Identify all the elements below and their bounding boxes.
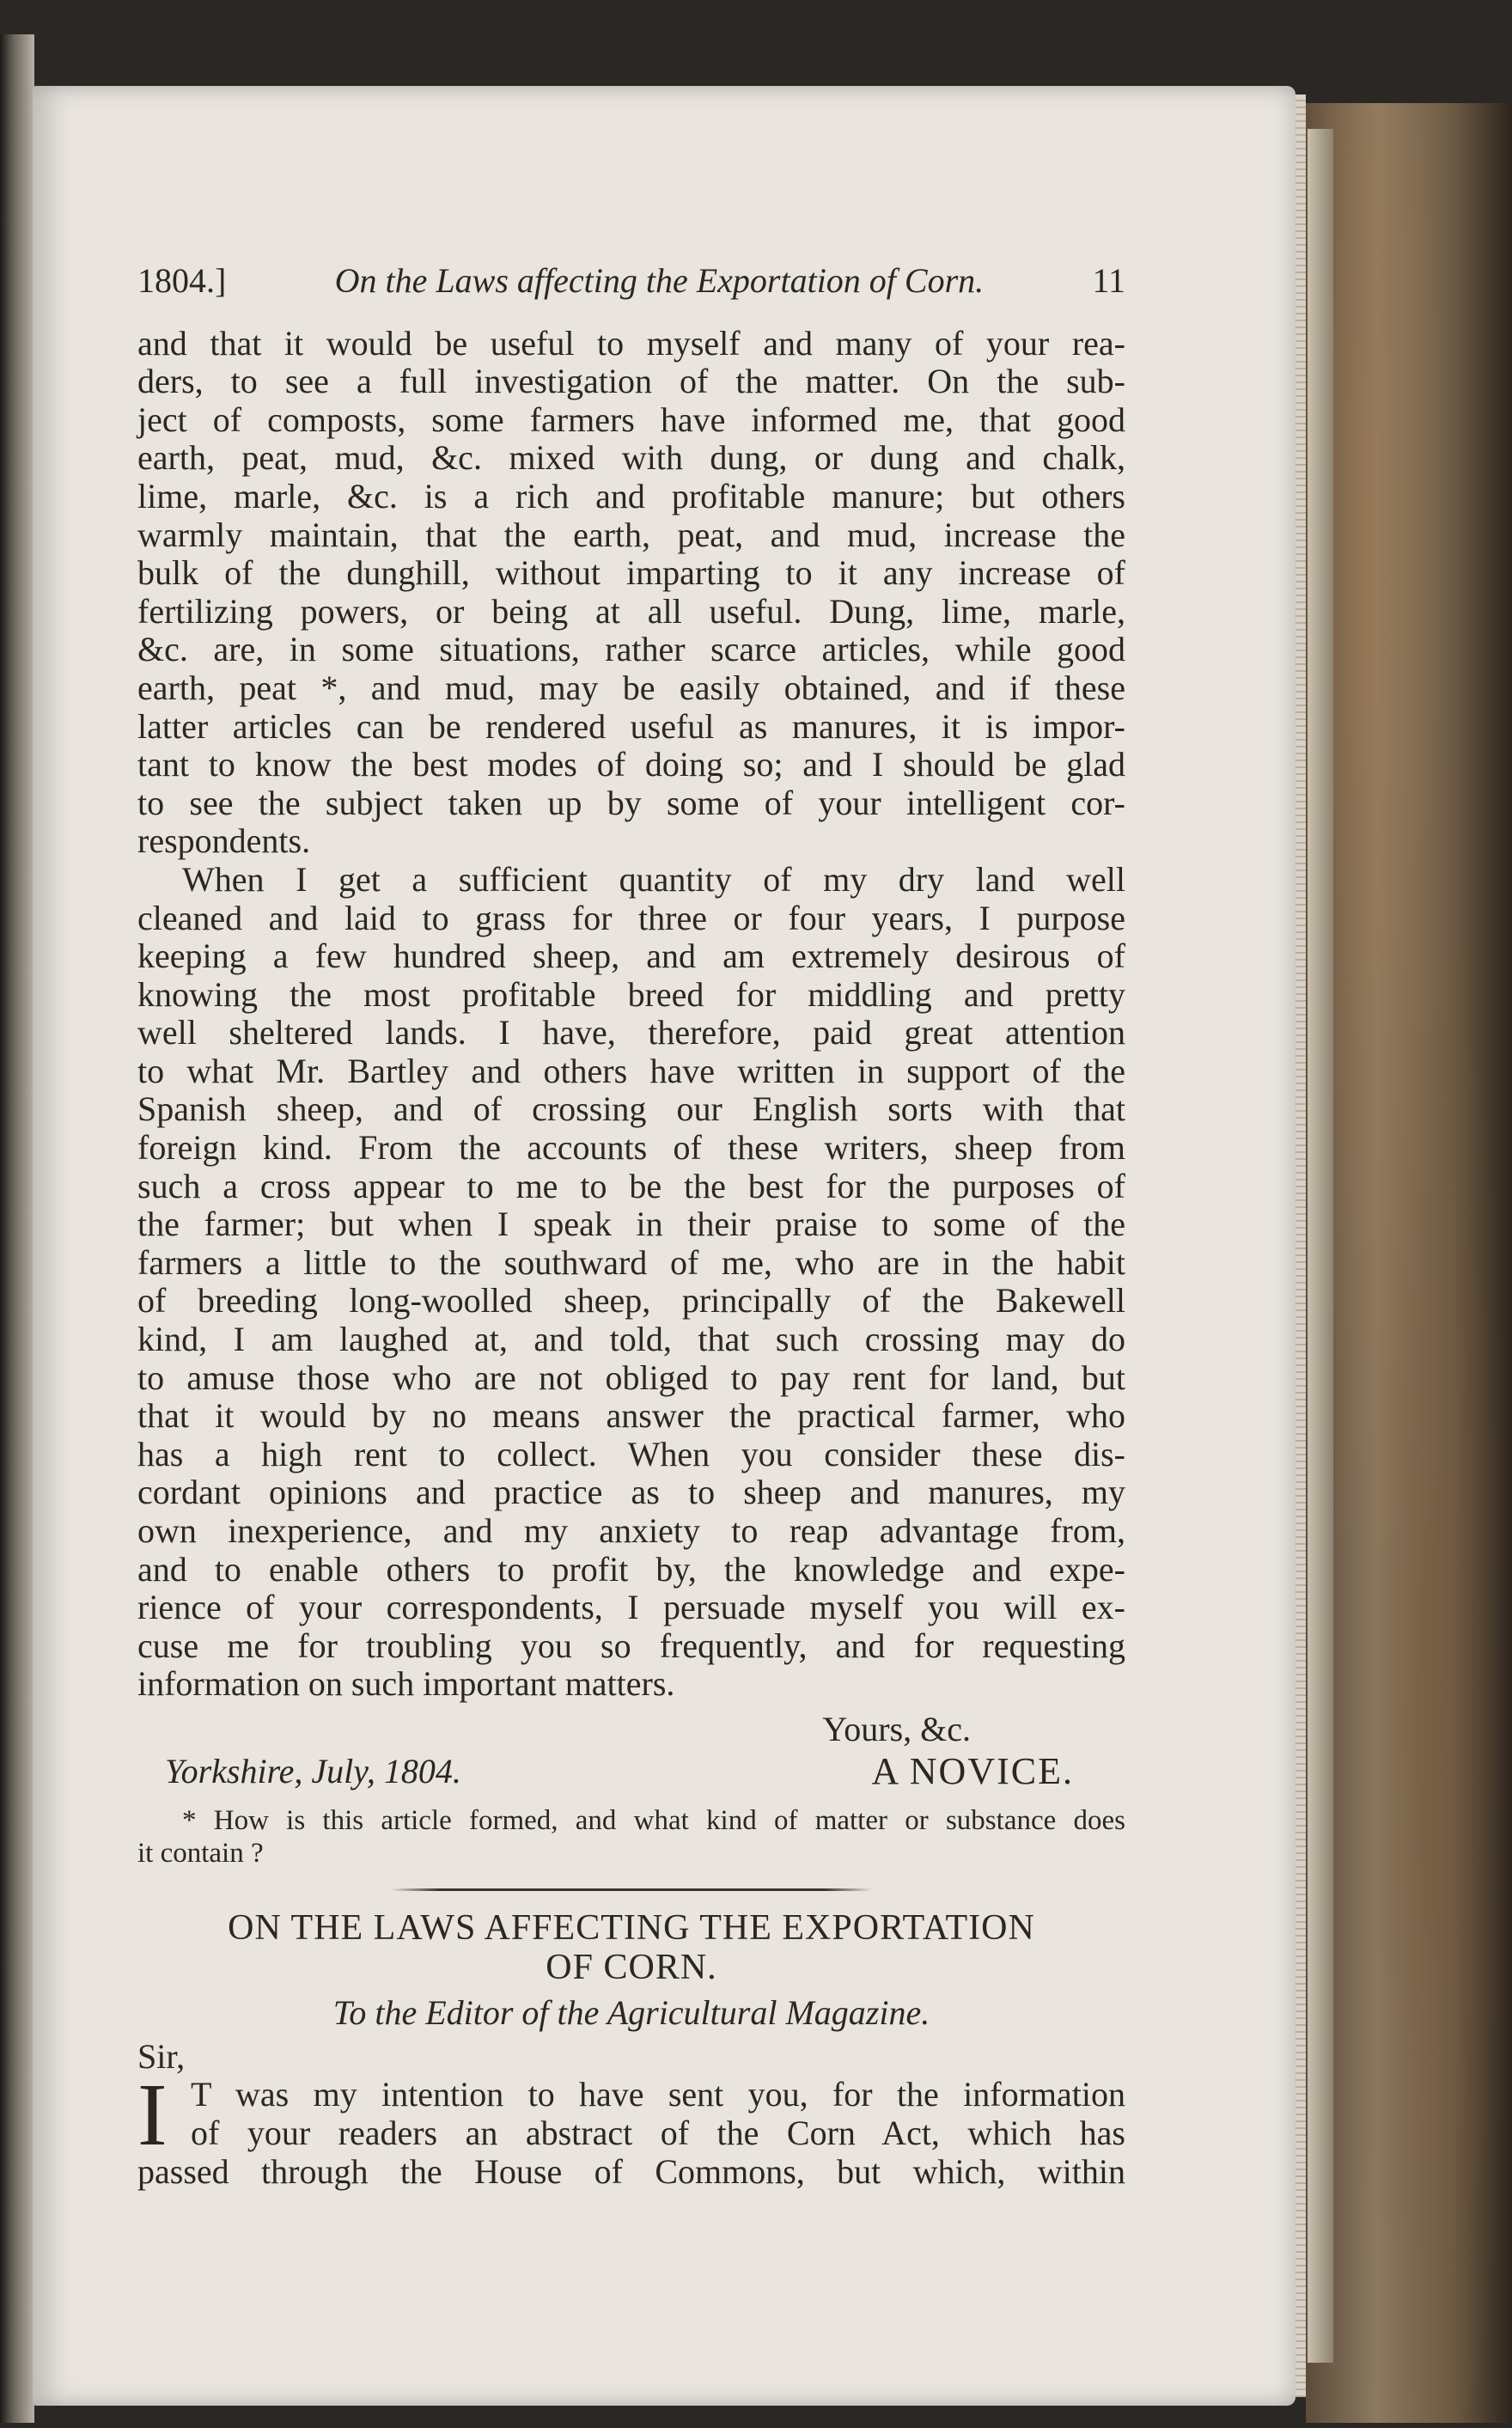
text-line: to see the subject taken up by some of your intelligent cor- — [137, 783, 1125, 822]
text-line: has a high rent to collect. When you consider these dis- — [137, 1434, 1125, 1473]
footnote-line: * How is this article formed, and what kind of matter or substance does — [182, 1805, 1125, 1837]
text-line: warmly maintain, that the earth, peat, and mud, increase the — [137, 515, 1125, 554]
drop-cap: I — [137, 2065, 168, 2165]
text-line: fertilizing powers, or being at all useful. Dung, lime, marle, — [137, 591, 1125, 631]
text-line: to amuse those who are not obliged to pay rent for land, but — [137, 1357, 1125, 1397]
text-line: and to enable others to profit by, the knowledge and expe- — [137, 1549, 1125, 1589]
page-edges — [1296, 95, 1306, 2397]
text-line: of breeding long-woolled sheep, principally of the Bakewell — [137, 1281, 1125, 1321]
left-page-edge — [0, 34, 34, 2423]
text-line: that it would by no means answer the practical farmer, who — [137, 1396, 1125, 1436]
signature: A NOVICE. — [871, 1749, 1074, 1792]
heading-line: ON THE LAWS AFFECTING THE EXPORTATION — [228, 1908, 1035, 1949]
text-line: When I get a sufficient quantity of my dry land well — [182, 859, 1125, 899]
text-line: respondents. — [137, 821, 311, 861]
text-line: and that it would be useful to myself and many of your rea- — [137, 323, 1125, 363]
text-line: kind, I am laughed at, and told, that such crossing may do — [137, 1320, 1125, 1359]
article-opening-paragraph — [137, 2065, 1125, 2191]
text-line: own inexperience, and my anxiety to reap advantage from, — [137, 1511, 1125, 1550]
text-line: ject of composts, some farmers have informed me, that good — [137, 400, 1125, 439]
text-line: T was my intention to have sent you, for the information — [191, 2075, 1125, 2114]
text-line: keeping a few hundred sheep, and am extremely desirous of — [137, 936, 1125, 976]
text-line: cleaned and laid to grass for three or four years, I purpose — [137, 898, 1125, 937]
text-line: of your readers an abstract of the Corn Act, which has — [191, 2113, 1125, 2152]
page-content — [137, 262, 1125, 2191]
letter-closing-block — [137, 1711, 1125, 1749]
text-line: ders, to see a full investigation of the matter. On the sub- — [137, 362, 1125, 401]
text-line: Spanish sheep, and of crossing our English sorts with that — [137, 1089, 1125, 1129]
text-line: such a cross appear to me to be the best for the purposes of — [137, 1166, 1125, 1205]
text-line: well sheltered lands. I have, therefore, paid great attention — [137, 1013, 1125, 1052]
book-binding — [1306, 103, 1512, 2423]
page-number: 11 — [1092, 261, 1125, 300]
text-line: foreign kind. From the accounts of these writers, sheep from — [137, 1128, 1125, 1168]
text-line: farmers a little to the southward of me, who are in the habit — [137, 1242, 1125, 1282]
text-line: to what Mr. Bartley and others have written in support of the — [137, 1051, 1125, 1090]
text-line: &c. are, in some situations, rather scarce articles, while good — [137, 630, 1125, 669]
text-line: the farmer; but when I speak in their praise to some of the — [137, 1205, 1125, 1244]
to-editor-line: To the Editor of the Agricultural Magazine. — [332, 1993, 930, 2033]
text-line: passed through the House of Commons, but which, within — [137, 2151, 1125, 2191]
heading-line: OF CORN. — [546, 1948, 717, 1988]
text-line: latter articles can be rendered useful as manures, it is impor- — [137, 706, 1125, 746]
letter-signoff — [137, 1749, 1125, 1792]
letter-paragraph-1 — [137, 325, 1125, 861]
running-title: On the Laws affecting the Exportation of Corn. — [334, 261, 985, 300]
text-line: knowing the most profitable breed for middling and pretty — [137, 974, 1125, 1014]
text-line: rience of your correspondents, I persuade myself you will ex- — [137, 1588, 1125, 1627]
footnote — [137, 1804, 1125, 1870]
place-date: Yorkshire, July, 1804. — [165, 1751, 461, 1790]
article-heading — [137, 1908, 1125, 1987]
text-line: earth, peat, mud, &c. mixed with dung, or dung and chalk, — [137, 438, 1125, 478]
letter-closing: Yours, &c. — [822, 1709, 971, 1748]
text-line: cuse me for troubling you so frequently, and for requesting — [137, 1626, 1125, 1665]
text-line: tant to know the best modes of doing so; and I should be glad — [137, 745, 1125, 784]
text-line: lime, marle, &c. is a rich and profitable manure; but others — [137, 476, 1125, 515]
footnote-line: it contain ? — [137, 1838, 264, 1870]
running-head — [137, 262, 1125, 301]
salutation: Sir, — [137, 2036, 186, 2076]
section-divider — [391, 1888, 872, 1891]
binding-inner-edge — [1308, 129, 1333, 2363]
text-line: cordant opinions and practice as to sheep and manures, my — [137, 1473, 1125, 1512]
header-year: 1804.] — [137, 261, 227, 300]
text-line: bulk of the dunghill, without imparting to it any increase of — [137, 553, 1125, 593]
letter-paragraph-2 — [137, 861, 1125, 1704]
text-line: earth, peat *, and mud, may be easily obtained, and if these — [137, 668, 1125, 707]
text-line: information on such important matters. — [137, 1664, 675, 1704]
